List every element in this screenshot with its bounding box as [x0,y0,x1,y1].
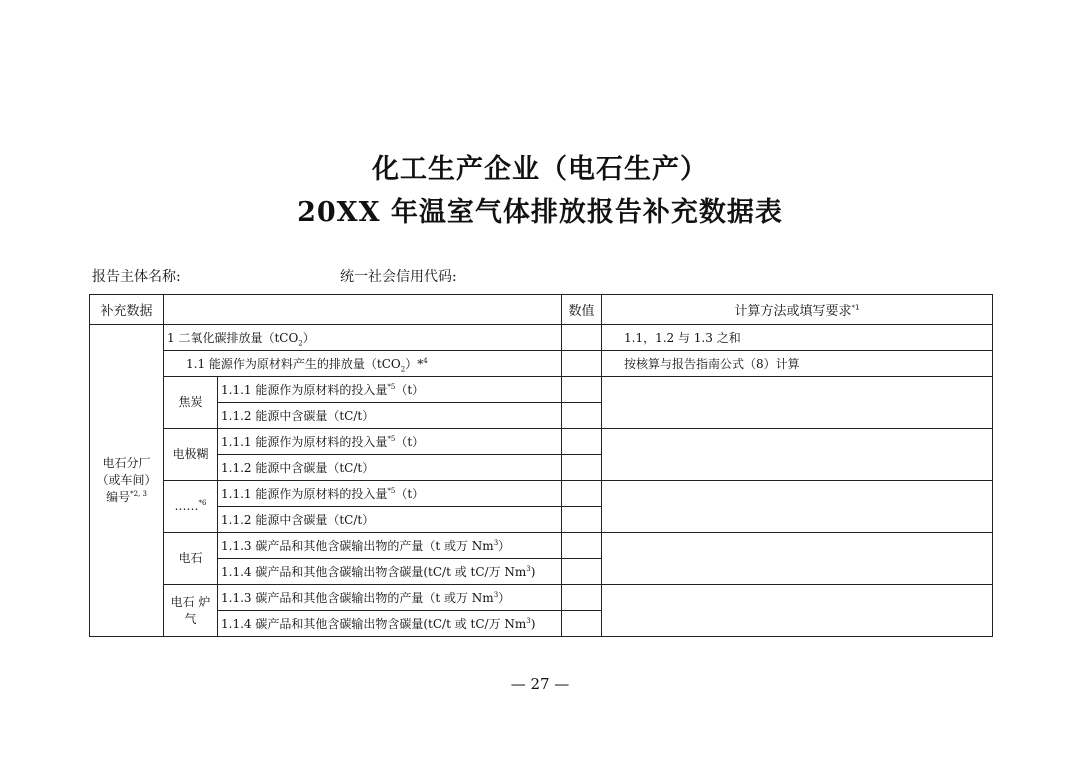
total-method: 1.1，1.2 与 1.3 之和 [602,325,993,351]
header-blank [164,295,562,325]
item-label: 1.1.4 碳产品和其他含碳输出物含碳量(tC/t 或 tC/万 Nm$^3$) [218,559,562,585]
table-header-row [90,295,993,325]
item-label: 1.1.4 碳产品和其他含碳输出物含碳量(tC/t 或 tC/万 Nm$^3$) [218,611,562,637]
value-cell[interactable] [562,377,602,403]
item-label: 1.1.1 能源作为原材料的投入量$^{*5}$（t） [218,377,562,403]
value-cell[interactable] [562,533,602,559]
header-supplement: 补充数据 [90,295,164,325]
method-cell [602,533,993,585]
item-label: 1.1.2 能源中含碳量（tC/t） [218,403,562,429]
value-cell[interactable] [562,429,602,455]
method-cell [602,585,993,637]
item-label: 1.1.1 能源作为原材料的投入量$^{*5}$（t） [218,481,562,507]
item-label: 1.1.1 能源作为原材料的投入量$^{*5}$（t） [218,429,562,455]
entity-name-label: 报告主体名称: [92,269,181,285]
value-cell[interactable] [562,481,602,507]
value-cell[interactable] [562,351,602,377]
value-cell[interactable] [562,325,602,351]
value-cell[interactable] [562,611,602,637]
group-name-cell: 电石 [164,533,218,585]
credit-code-label: 统一社会信用代码: [340,269,457,285]
item-label: 1.1.3 碳产品和其他含碳输出物的产量（t 或万 Nm$^3$） [218,585,562,611]
group-name-cell: ……$^{*6}$ [164,481,218,533]
item-label: 1.1.2 能源中含碳量（tC/t） [218,455,562,481]
item-label: 1.1.2 能源中含碳量（tC/t） [218,507,562,533]
group-name-cell: 焦炭 [164,377,218,429]
value-cell[interactable] [562,559,602,585]
method-cell [602,481,993,533]
value-cell[interactable] [562,455,602,481]
item-label: 1.1.3 碳产品和其他含碳输出物的产量（t 或万 Nm$^3$） [218,533,562,559]
header-value: 数值 [562,295,602,325]
table-row [90,429,993,455]
method-cell [602,429,993,481]
table-row-total [90,325,993,351]
raw-material-label: 1.1 能源作为原材料产生的排放量（tCO$_2$）*$^4$ [164,351,562,377]
page-number: — 27 — [510,675,570,693]
table-row [90,481,993,507]
group-name-cell: 电极糊 [164,429,218,481]
value-cell[interactable] [562,507,602,533]
method-cell [602,377,993,429]
raw-material-method: 按核算与报告指南公式（8）计算 [602,351,993,377]
group-name-cell: 电石 炉气 [164,585,218,637]
table-row [90,585,993,611]
value-cell[interactable] [562,403,602,429]
side-label-cell: 电石分厂 （或车间） 编号$^{*2, 3}$ [90,325,164,637]
table-row [90,377,993,403]
supplement-data-table [89,294,993,637]
table-row [90,533,993,559]
page-title-line-1: 化工生产企业（电石生产） [372,154,708,185]
value-cell[interactable] [562,585,602,611]
header-method: 计算方法或填写要求$^{*1}$ [602,295,993,325]
page-title-line-2: 20XX 年温室气体排放报告补充数据表 [297,197,783,228]
total-emission-label: 1 二氧化碳排放量（tCO$_2$） [164,325,562,351]
table-row-raw-material [90,351,993,377]
